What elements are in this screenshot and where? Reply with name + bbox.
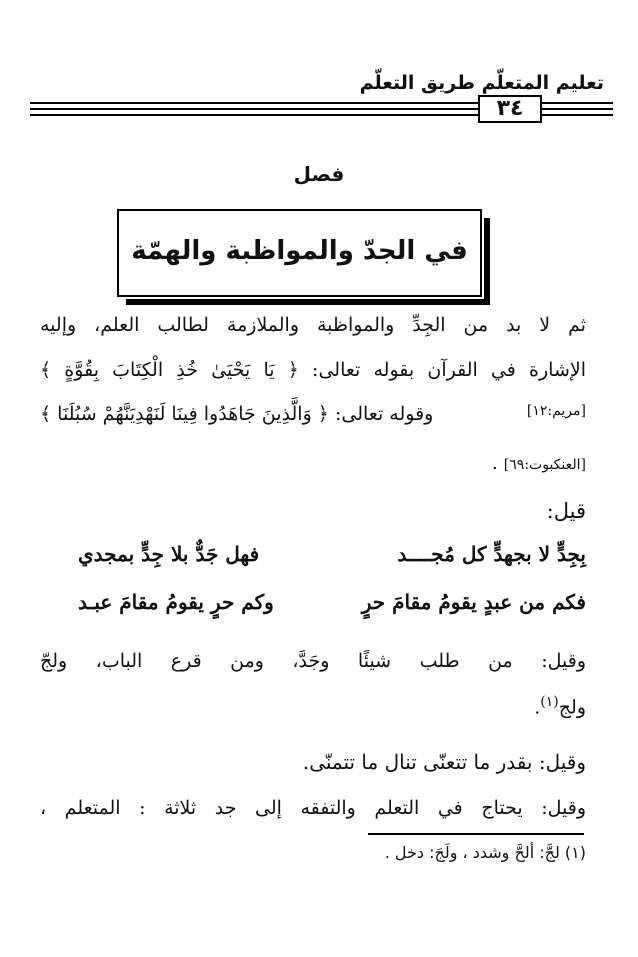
citation-maryam: [مريم:١٢] (526, 403, 586, 419)
body-line-p4: وقيل: يحتاج في التعلم والتفقه إلى جد ثلاثة : المتعلم ، (40, 797, 586, 819)
body-line-p3: وقيل: بقدر ما تتعنّى تنال ما تتمنّى. (302, 750, 586, 774)
body-line-4-end: . (491, 452, 498, 474)
body-line-1: ثم لا بد من الجِدِّ والمواظبة والملازمة لطالب العلم، وإليه (40, 314, 586, 336)
body-line-p2-2-end: . (534, 696, 541, 719)
footnote-marker: (١) (540, 694, 559, 710)
page-number: ٣٤ (478, 95, 542, 123)
body-line-p2-2 (534, 694, 586, 718)
body-line-3 (40, 403, 586, 425)
footnote: (١) لجَّ: ألحَّ وشدد ، ولَجَ: دخل . (384, 843, 586, 862)
verse-1-right: بِجِدٍّ لا بجهدٍّ كل مُجــــد (397, 542, 586, 566)
verse-2-right: فكم من عبدٍ يقومُ مقامَ حرٍ (361, 590, 586, 614)
body-line-p2-1: وقيل: من طلب شيئًا وجَدَّ، ومن قرع الباب، ولجّ (40, 650, 586, 672)
citation-ankabut: [العنكبوت:٦٩] (503, 457, 586, 473)
verse-1-left: فهل جَدٌّ بلا جِدٍّ بمجدي (78, 542, 260, 566)
body-line-2: الإشارة في القرآن بقوله تعالى: ﴿ يَا يَحْيَىٰ خُذِ الْكِتَابَ بِقُوَّةٍ ﴾ (40, 359, 586, 381)
chapter-title: في الجدّ والمواظبة والهمّة (131, 236, 468, 266)
body-line-p2-2-text: ولج (558, 696, 586, 719)
body-line-3-text: وقوله تعالى: ﴿ وَالَّذِينَ جَاهَدُوا فِينَا لَنَهْدِيَنَّهُمْ سُبُلَنَا ﴾ (40, 403, 434, 425)
section-label: فصل (293, 162, 345, 186)
qila-label: قيل: (546, 499, 586, 523)
running-title: تعليم المتعلّم طريق التعلّم (359, 72, 604, 94)
verse-2-left: وكم حرٍ يقومُ مقامَ عبـد (78, 590, 274, 614)
body-line-4 (492, 452, 586, 474)
footnote-rule (368, 833, 584, 835)
